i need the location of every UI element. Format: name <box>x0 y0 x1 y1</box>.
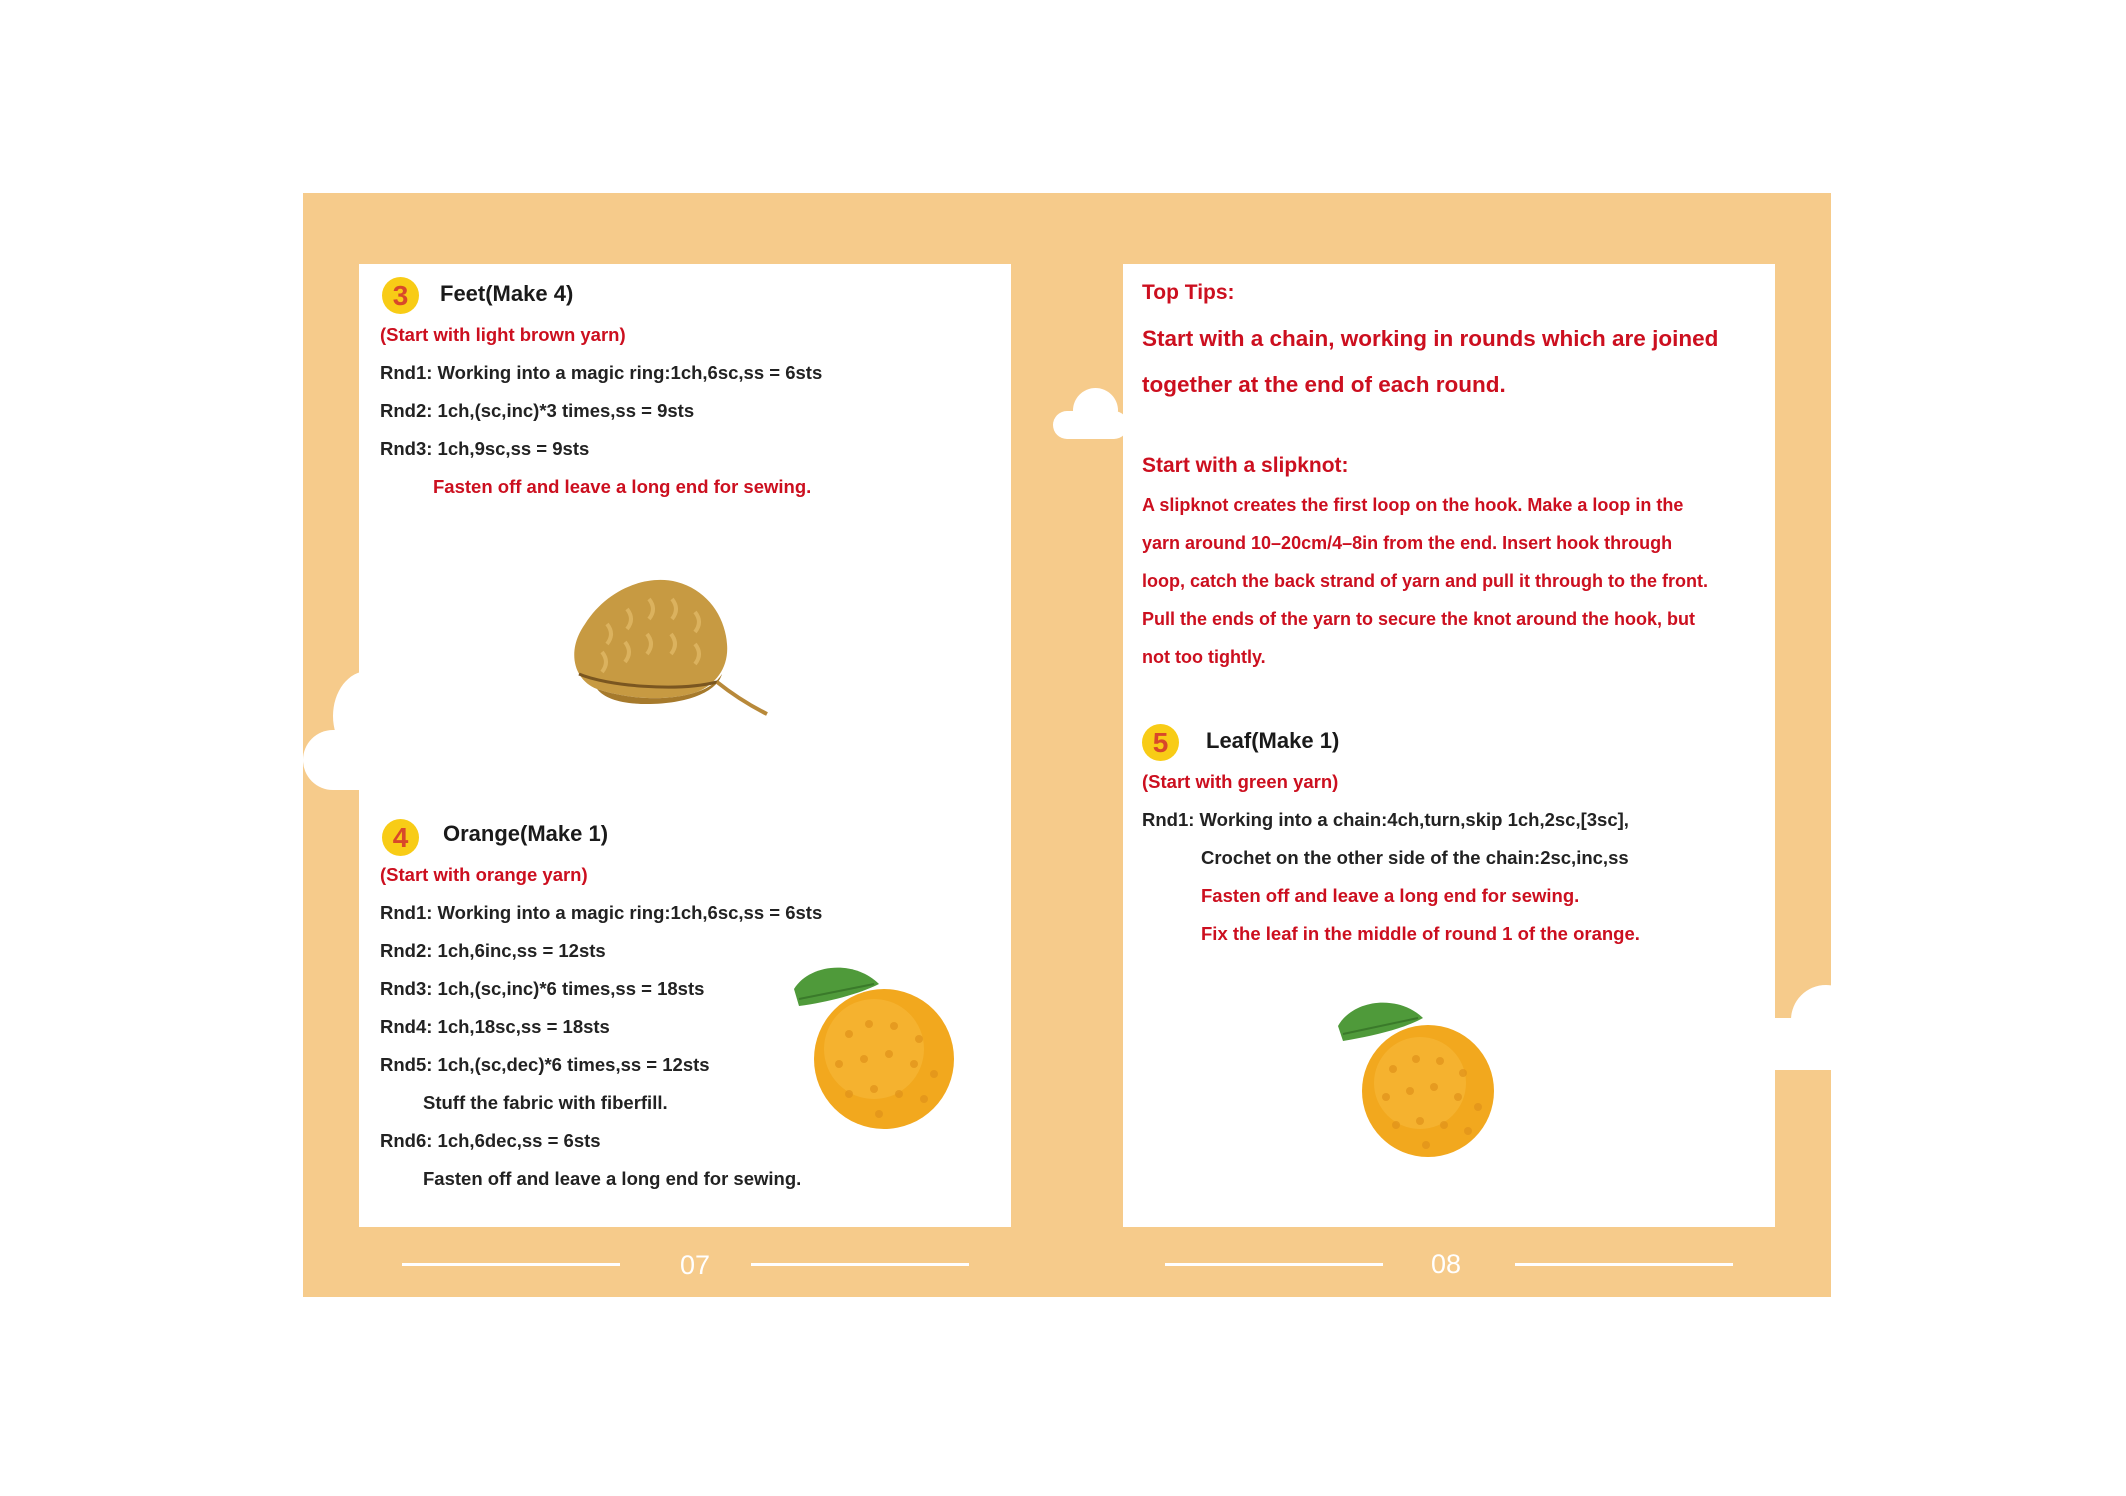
slipknot-line-1: A slipknot creates the first loop on the hook. Make a loop in the <box>1142 495 1684 515</box>
right-page-card <box>1123 264 1775 1227</box>
orange-row-6: Rnd6: 1ch,6dec,ss = 6sts <box>380 1130 601 1151</box>
feet-row-2: Rnd2: 1ch,(sc,inc)*3 times,ss = 9sts <box>380 400 695 421</box>
slipknot-line-5: not too tightly. <box>1142 647 1266 667</box>
step-badge-3: 3 <box>382 277 419 314</box>
leaf-row-1: Rnd1: Working into a chain:4ch,turn,skip 1ch,2sc,[3sc], <box>1142 809 1629 830</box>
crocheted-orange-photo <box>779 954 969 1139</box>
crocheted-foot-photo <box>567 554 782 719</box>
top-tips-heading: Top Tips: <box>1142 281 1235 304</box>
orange-row-4: Rnd4: 1ch,18sc,ss = 18sts <box>380 1016 610 1037</box>
slipknot-line-4: Pull the ends of the yarn to secure the knot around the hook, but <box>1142 609 1696 629</box>
slipknot-line-2: yarn around 10–20cm/4–8in from the end. Insert hook through <box>1142 533 1673 553</box>
leaf-section-title: Leaf(Make 1) <box>1206 728 1340 753</box>
left-page-card <box>359 264 1011 1227</box>
feet-finish-note: Fasten off and leave a long end for sewing. <box>433 476 812 497</box>
footer-line-left-b <box>751 1263 969 1266</box>
orange-row-2: Rnd2: 1ch,6inc,ss = 12sts <box>380 940 606 961</box>
leaf-fix-note: Fix the leaf in the middle of round 1 of the orange. <box>1201 923 1640 944</box>
crocheted-orange-leaf-photo <box>1328 991 1513 1171</box>
footer-line-left-a <box>402 1263 620 1266</box>
orange-row-3: Rnd3: 1ch,(sc,inc)*6 times,ss = 18sts <box>380 978 705 999</box>
footer-line-right-b <box>1515 1263 1733 1266</box>
feet-yarn-note: (Start with light brown yarn) <box>380 324 626 345</box>
booklet-spread <box>303 193 1831 1297</box>
orange-row-1: Rnd1: Working into a magic ring:1ch,6sc,ss = 6sts <box>380 902 823 923</box>
top-tips-line-2: together at the end of each round. <box>1142 372 1506 397</box>
footer-line-right-a <box>1165 1263 1383 1266</box>
top-tips-line-1: Start with a chain, working in rounds which are joined <box>1142 326 1719 351</box>
orange-section-title: Orange(Make 1) <box>443 821 609 846</box>
leaf-finish-note: Fasten off and leave a long end for sewing. <box>1201 885 1580 906</box>
slipknot-heading: Start with a slipknot: <box>1142 454 1349 477</box>
orange-yarn-note: (Start with orange yarn) <box>380 864 588 885</box>
leaf-yarn-note: (Start with green yarn) <box>1142 771 1339 792</box>
orange-stuff-note: Stuff the fabric with fiberfill. <box>423 1092 668 1113</box>
orange-finish-note: Fasten off and leave a long end for sewing. <box>423 1168 802 1189</box>
page-number-left: 07 <box>680 1250 711 1280</box>
page-number-right: 08 <box>1431 1249 1462 1279</box>
feet-row-1: Rnd1: Working into a magic ring:1ch,6sc,ss = 6sts <box>380 362 823 383</box>
feet-section-title: Feet(Make 4) <box>440 281 574 306</box>
cloud-center-bump <box>1073 388 1118 433</box>
slipknot-line-3: loop, catch the back strand of yarn and pull it through to the front. <box>1142 571 1709 591</box>
step-badge-4: 4 <box>382 819 419 856</box>
leaf-row-1-continued: Crochet on the other side of the chain:2sc,inc,ss <box>1201 847 1629 868</box>
orange-row-5: Rnd5: 1ch,(sc,dec)*6 times,ss = 12sts <box>380 1054 710 1075</box>
step-badge-5: 5 <box>1142 724 1179 761</box>
feet-row-3: Rnd3: 1ch,9sc,ss = 9sts <box>380 438 590 459</box>
